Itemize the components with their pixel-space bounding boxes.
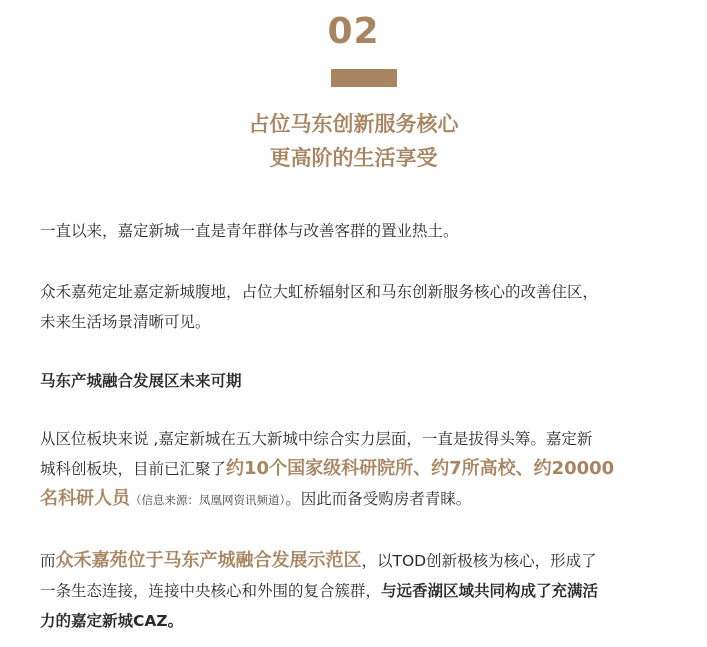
paragraph-research-line-2 bbox=[40, 454, 680, 484]
source-note: （信息来源：凤凰网资讯频道） bbox=[130, 493, 286, 507]
paragraph-zone-line-3: 力的嘉定新城CAZ。 bbox=[40, 612, 184, 630]
subheading-text: 马东产城融合发展区未来可期 bbox=[40, 372, 242, 390]
research-highlight-1: 约10个国家级科研院所、约7所高校、约20000 bbox=[226, 458, 615, 479]
paragraph-location-line-1: 众禾嘉苑定址嘉定新城腹地，占位大虹桥辐射区和马东创新服务核心的改善住区， bbox=[40, 283, 599, 301]
zone-line-1-suffix: ，以TOD创新极核为核心，形成了 bbox=[361, 552, 597, 570]
research-line-3-text: 。因此而备受购房者青睐。 bbox=[285, 490, 472, 508]
section-divider-bar bbox=[331, 69, 397, 87]
research-highlight-2: 名科研人员 bbox=[40, 488, 130, 509]
paragraph-intro-text: 一直以来，嘉定新城一直是青年群体与改善客群的置业热土。 bbox=[40, 222, 459, 240]
paragraph-location-line-2: 未来生活场景清晰可见。 bbox=[40, 313, 211, 331]
zone-line-2-text: 一条生态连接，连接中央核心和外围的复合簇群， bbox=[40, 582, 382, 600]
zone-highlight: 众禾嘉苑位于马东产城融合发展示范区 bbox=[55, 550, 362, 571]
zone-line-2-bold: 与远香湖区域共同构成了充满活 bbox=[381, 582, 599, 600]
research-line-2-text: 城科创板块，目前已汇聚了 bbox=[40, 460, 227, 478]
section-title-line-1: 占位马东创新服务核心 bbox=[248, 112, 459, 136]
paragraph-zone-line-1 bbox=[40, 546, 680, 576]
paragraph-intro bbox=[40, 216, 680, 246]
section-title-line-2: 更高阶的生活享受 bbox=[269, 146, 438, 170]
paragraph-location bbox=[40, 277, 680, 337]
subheading bbox=[40, 366, 680, 396]
paragraph-zone-line-2 bbox=[40, 576, 680, 606]
section-number: 02 bbox=[327, 11, 380, 52]
paragraph-research-line-1: 从区位板块来说 ,嘉定新城在五大新城中综合实力层面，一直是拔得头筹。嘉定新 bbox=[40, 430, 593, 448]
paragraph-research-line-3 bbox=[40, 484, 680, 515]
paragraph-research bbox=[40, 424, 680, 515]
zone-line-1-prefix: 而 bbox=[40, 552, 56, 570]
paragraph-demonstration-zone bbox=[40, 546, 680, 636]
